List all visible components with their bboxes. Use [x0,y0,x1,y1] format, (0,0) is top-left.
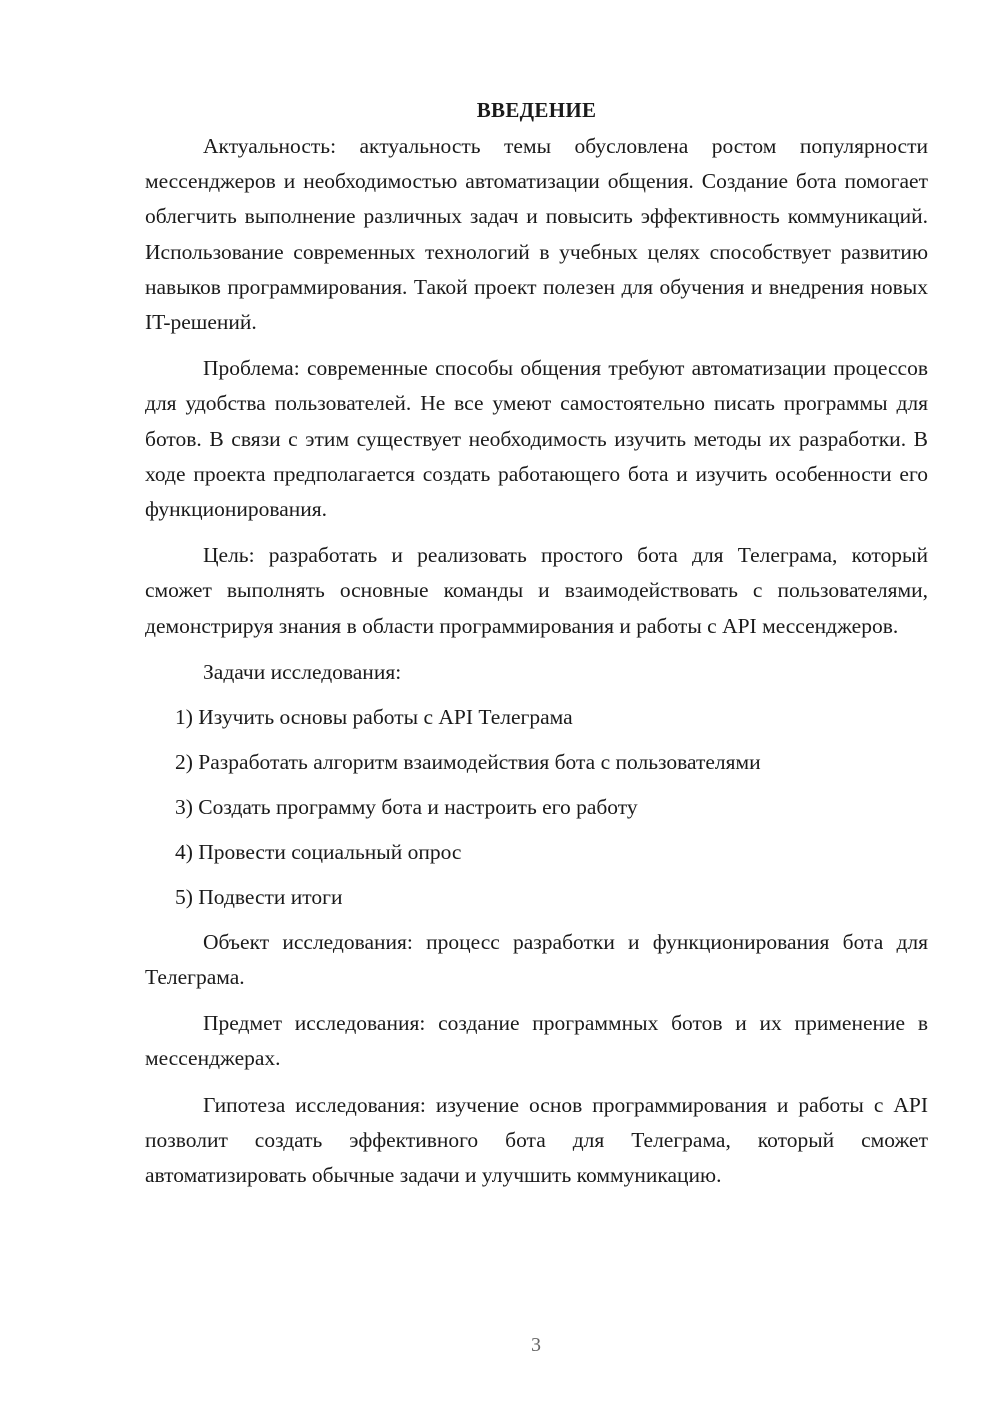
page-content [145,95,928,1204]
task-item: 4) Провести социальный опрос [175,839,462,864]
section-heading: ВВЕДЕНИЕ [476,98,597,122]
task-item: 2) Разработать алгоритм взаимодействия бота с пользователями [175,749,761,774]
task-item: 3) Создать программу бота и настроить его работу [175,794,638,819]
paragraph-subject: Предмет исследования: создание программных ботов и их применение в мессенджерах. [145,1011,928,1071]
tasks-title: Задачи исследования: [203,659,402,684]
task-item: 5) Подвести итоги [175,884,343,909]
paragraph-goal: Цель: разработать и реализовать простого бота для Телеграма, который сможет выполнять основные команды и взаимодействовать с пользователями, демонстрируя знания в области программирования и работы с API мессенджеров. [145,543,928,638]
paragraph-hypothesis: Гипотеза исследования: изучение основ программирования и работы с API позволит создать эффективного бота для Телеграма, который сможет автоматизировать обычные задачи и улучшить коммуникацию. [145,1092,928,1188]
paragraph-object: Объект исследования: процесс разработки и функционирования бота для Телеграма. [145,929,928,990]
paragraph-problem: Проблема: современные способы общения требуют автоматизации процессов для удобства пользователей. Не все умеют самостоятельно писать программы для ботов. В связи с этим существует необходимость изучить методы их разработки. В ходе проекта предполагается создать работающего бота и изучить особенности его функционирования. [145,356,928,522]
page-number: 3 [531,1334,541,1356]
paragraph-relevance: Актуальность: актуальность темы обусловлена ростом популярности мессенджеров и необходимостью автоматизации общения. Создание бота помогает облегчить выполнение различных задач и повысить эффективность коммуникаций. Использование современных технологий в учебных целях способствует развитию навыков программирования. Такой проект полезен для обучения и внедрения новых IT-решений. [145,134,928,335]
task-item: 1) Изучить основы работы с API Телеграма [175,704,573,729]
